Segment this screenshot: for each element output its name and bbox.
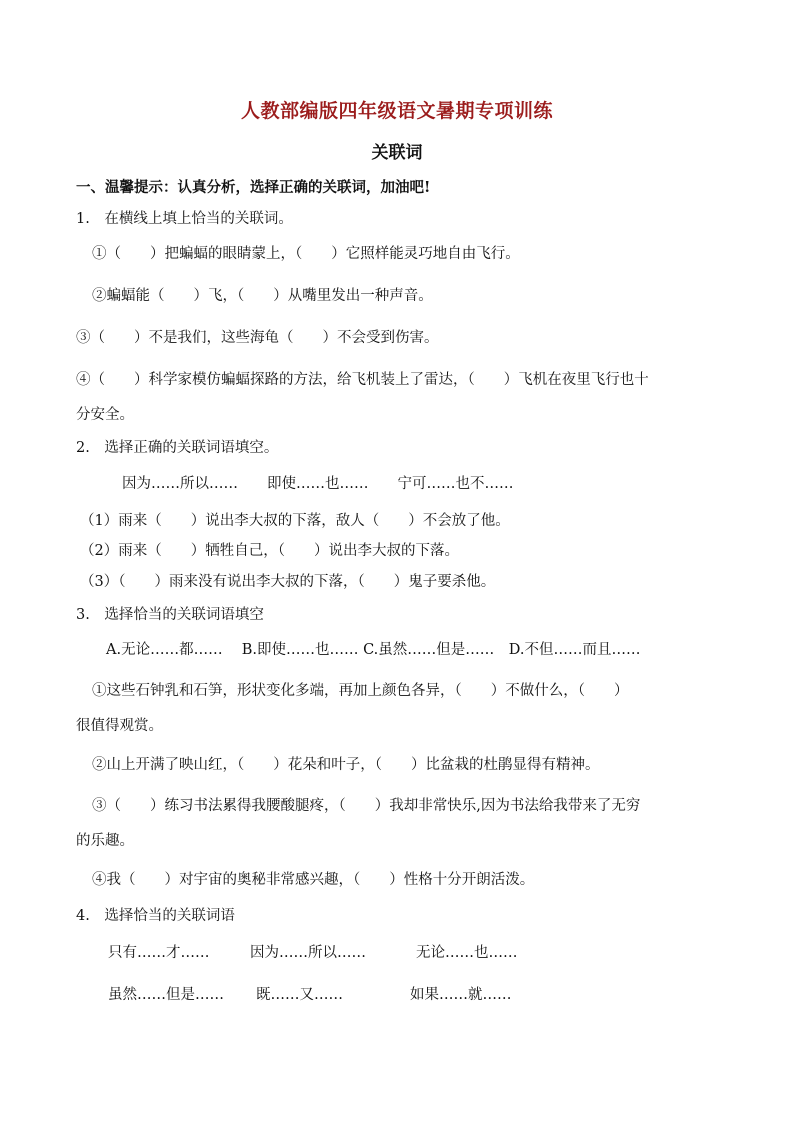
q3-item-3: ③（ ）练习书法累得我腰酸腿疼，（ ）我却非常快乐,因为书法给我带来了无穷 [92,798,641,814]
q3-item-1: ①这些石钟乳和石笋，形状变化多端，再加上颜色各异，（ ）不做什么，（ ） [92,683,629,699]
q4-option-1: 只有……才…… [108,945,210,961]
q3-item-4: ④我（ ）对宇宙的奥秘非常感兴趣，（ ）性格十分开朗活泼。 [92,872,535,888]
q1-heading: 1. 在横线上填上恰当的关联词。 [76,211,293,227]
q4-option-2: 因为……所以…… [250,945,366,961]
q4-option-5: 既……又…… [256,987,343,1003]
q4-option-3: 无论……也…… [416,945,518,961]
q1-item-3: ③（ ）不是我们，这些海龟（ ）不会受到伤害。 [76,330,439,346]
q3-item-2: ②山上开满了映山红，（ ）花朵和叶子，（ ）比盆栽的杜鹃显得有精神。 [92,757,600,773]
document-title: 人教部编版四年级语文暑期专项训练 [240,100,553,122]
q4-heading: 4. 选择恰当的关联词语 [76,908,235,924]
q2-item-3: （3）（ ）雨来没有说出李大叔的下落，（ ）鬼子要杀他。 [80,574,496,590]
q1-item-4-cont: 分安全。 [76,407,134,423]
q1-item-2: ②蝙蝠能（ ）飞，（ ）从嘴里发出一种声音。 [92,288,433,304]
document-subtitle: 关联词 [371,143,423,163]
q3-heading: 3. 选择恰当的关联词语填空 [76,607,264,623]
q3-item-1-cont: 很值得观赏。 [76,718,163,734]
q1-item-4: ④（ ）科学家模仿蝙蝠探路的方法，给飞机装上了雷达，（ ）飞机在夜里飞行也十 [76,372,649,388]
q2-item-2: （2）雨来（ ）牺牲自己，（ ）说出李大叔的下落。 [80,543,459,559]
q4-option-6: 如果……就…… [410,987,512,1003]
q2-options: 因为……所以…… 即使……也…… 宁可……也不…… [122,476,514,492]
q4-option-4: 虽然……但是…… [108,987,224,1003]
section-heading: 一、温馨提示：认真分析，选择正确的关联词，加油吧! [76,179,431,196]
q2-item-1: （1）雨来（ ）说出李大叔的下落，敌人（ ）不会放了他。 [80,513,510,529]
q3-item-3-cont: 的乐趣。 [76,833,134,849]
q3-options: A.无论……都…… B.即使……也…… C.虽然……但是…… D.不但……而且…… [106,642,641,658]
q2-heading: 2. 选择正确的关联词语填空。 [76,440,279,456]
q1-item-1: ①（ ）把蝙蝠的眼睛蒙上，（ ）它照样能灵巧地自由飞行。 [92,246,520,262]
